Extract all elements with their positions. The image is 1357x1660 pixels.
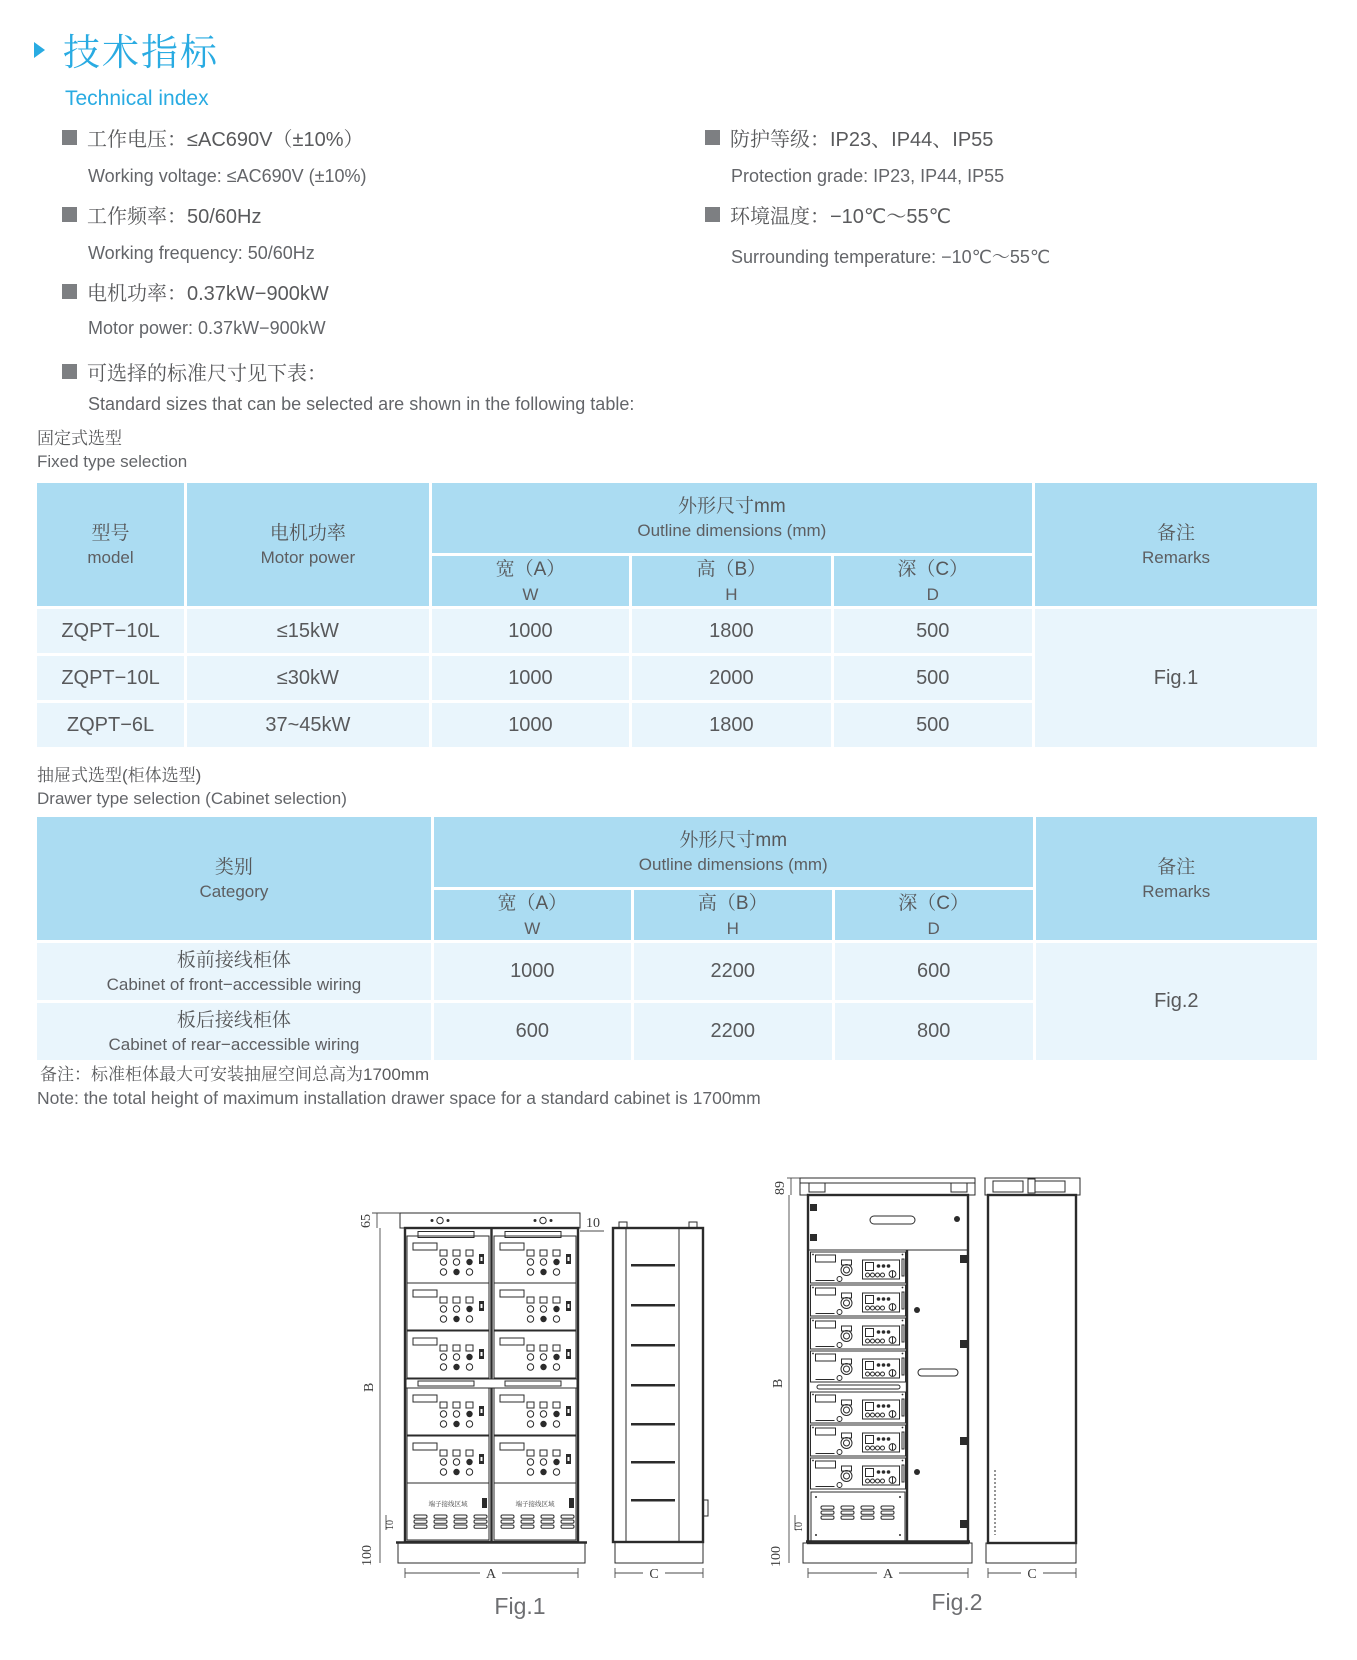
- page-subtitle: Technical index: [65, 87, 209, 110]
- section-marker-icon: [34, 42, 45, 58]
- fig2-caption: Fig.2: [931, 1589, 983, 1615]
- spec-text: 工作频率：50/60Hz: [87, 206, 262, 228]
- fig1-dim-width: A: [485, 1567, 497, 1582]
- spec-text: 工作电压：≤AC690V（±10%）: [87, 129, 364, 151]
- fig2-dim-vent-height: 10: [794, 1522, 805, 1532]
- header-d-zh: 深（C）: [898, 893, 970, 914]
- fixed-type-table: [34, 480, 1320, 750]
- header-remarks-zh: 备注: [1157, 856, 1196, 878]
- cell-height: 2200: [634, 943, 832, 1000]
- spec-working-frequency-zh: [62, 200, 262, 229]
- bullet-square-icon: [705, 130, 720, 145]
- header-remarks-zh: 备注: [1156, 522, 1195, 544]
- header-w-zh: 宽（A）: [495, 559, 566, 580]
- fixed-type-section-label-zh: 固定式选型: [37, 429, 122, 448]
- header-d-en: D: [926, 584, 939, 604]
- category-en: Cabinet of front−accessible wiring: [106, 975, 362, 995]
- fig1-dim-height: B: [362, 1382, 377, 1392]
- cell-model: ZQPT−6L: [37, 703, 184, 747]
- spec-text: 可选择的标准尺寸见下表：: [87, 363, 327, 385]
- cell-model: ZQPT−10L: [37, 656, 184, 700]
- table-row: [37, 943, 1317, 1000]
- header-category-zh: 类别: [214, 856, 253, 878]
- cell-remarks: Fig.1: [1035, 609, 1317, 747]
- header-power-zh: 电机功率: [269, 522, 346, 544]
- spec-working-voltage-zh: [62, 123, 363, 152]
- header-dims-zh: 外形尺寸mm: [679, 829, 788, 851]
- cell-width: 1000: [432, 703, 629, 747]
- header-h-zh: 高（B）: [697, 893, 768, 914]
- header-w-en: W: [524, 918, 541, 938]
- header-h-en: H: [725, 584, 738, 604]
- fig2-dim-depth: C: [1027, 1567, 1037, 1582]
- header-remarks-en: Remarks: [1142, 882, 1211, 902]
- fig1-dim-cap-height: 65: [359, 1214, 374, 1228]
- fig1-dim-vent-height: 10: [385, 1520, 396, 1530]
- col-header-remarks: [1035, 483, 1317, 606]
- fixed-type-section-label-en: Fixed type selection: [37, 452, 188, 471]
- col-header-outline-dimensions: [434, 817, 1033, 887]
- fig1-dim-top-gap: 10: [586, 1216, 600, 1231]
- fig2-drawing: [735, 1170, 1095, 1640]
- cell-power: 37~45kW: [187, 703, 429, 747]
- fig1-drawing: [340, 1170, 730, 1640]
- header-h-zh: 高（B）: [696, 559, 767, 580]
- col-header-category: [37, 817, 431, 940]
- spec-text: 电机功率：0.37kW−900kW: [87, 283, 329, 305]
- fig2-dim-cap-height: 89: [773, 1181, 788, 1195]
- header-d-en: D: [927, 918, 940, 938]
- bullet-square-icon: [705, 207, 720, 222]
- spec-ambient-temperature-en: Surrounding temperature: −10℃～55℃: [731, 247, 1051, 267]
- cell-category: [37, 943, 431, 1000]
- cell-model: ZQPT−10L: [37, 609, 184, 653]
- header-w-en: W: [522, 584, 539, 604]
- spec-standard-sizes-zh: [62, 357, 327, 386]
- drawer-type-section-label-zh: 抽屉式选型(柜体选型): [37, 766, 202, 785]
- col-header-height: [632, 556, 830, 606]
- spec-standard-sizes-en: Standard sizes that can be selected are shown in the following table:: [88, 394, 635, 414]
- col-header-depth: [835, 890, 1033, 940]
- col-header-depth: [834, 556, 1032, 606]
- cell-depth: 500: [834, 609, 1032, 653]
- note-zh: 备注：标准柜体最大可安装抽屉空间总高为1700mm: [40, 1065, 430, 1084]
- cell-depth: 500: [834, 656, 1032, 700]
- header-category-en: Category: [199, 882, 269, 902]
- cell-height: 2000: [632, 656, 830, 700]
- cell-depth: 800: [835, 1003, 1033, 1060]
- cell-height: 1800: [632, 609, 830, 653]
- cell-width: 600: [434, 1003, 631, 1060]
- fig2-dim-height: B: [771, 1378, 786, 1388]
- header-dims-en: Outline dimensions (mm): [637, 521, 827, 541]
- cell-width: 1000: [432, 656, 629, 700]
- drawer-type-table: [34, 814, 1320, 1063]
- spec-motor-power-zh: [62, 277, 329, 306]
- fig1-dim-depth: C: [649, 1567, 659, 1582]
- col-header-remarks: [1036, 817, 1317, 940]
- header-h-en: H: [726, 918, 739, 938]
- header-power-en: Motor power: [260, 548, 356, 568]
- header-model-zh: 型号: [91, 522, 130, 544]
- note-en: Note: the total height of maximum installation drawer space for a standard cabinet is 1700mm: [37, 1088, 761, 1108]
- fig2-dim-width: A: [882, 1567, 894, 1582]
- fig1-caption: Fig.1: [494, 1593, 546, 1619]
- category-en: Cabinet of rear−accessible wiring: [108, 1035, 360, 1055]
- header-w-zh: 宽（A）: [497, 893, 568, 914]
- cell-power: ≤30kW: [187, 656, 429, 700]
- header-remarks-en: Remarks: [1141, 548, 1210, 568]
- category-zh: 板后接线柜体: [176, 1009, 291, 1031]
- spec-text: 防护等级：IP23、IP44、IP55: [730, 129, 994, 151]
- bullet-square-icon: [62, 284, 77, 299]
- col-header-width: [434, 890, 631, 940]
- cell-power: ≤15kW: [187, 609, 429, 653]
- col-header-model: [37, 483, 184, 606]
- col-header-motor-power: [187, 483, 429, 606]
- header-dims-en: Outline dimensions (mm): [638, 855, 828, 875]
- header-dims-zh: 外形尺寸mm: [678, 495, 786, 517]
- fig2-dim-base-height: 100: [769, 1546, 784, 1567]
- fig1-terminal-area-label: 端子接线区域: [515, 1501, 555, 1508]
- cell-depth: 500: [834, 703, 1032, 747]
- spec-motor-power-en: Motor power: 0.37kW−900kW: [88, 318, 326, 338]
- bullet-square-icon: [62, 364, 77, 379]
- bullet-square-icon: [62, 130, 77, 145]
- cell-width: 1000: [432, 609, 629, 653]
- col-header-width: [432, 556, 629, 606]
- category-zh: 板前接线柜体: [176, 949, 291, 971]
- header-d-zh: 深（C）: [897, 559, 969, 580]
- spec-protection-grade-zh: [705, 123, 993, 152]
- cell-height: 2200: [634, 1003, 832, 1060]
- cell-width: 1000: [434, 943, 631, 1000]
- col-header-outline-dimensions: [432, 483, 1032, 553]
- bullet-square-icon: [62, 207, 77, 222]
- header-model-en: model: [87, 548, 134, 568]
- fig1-terminal-area-label: 端子接线区域: [428, 1501, 468, 1508]
- spec-protection-grade-en: Protection grade: IP23, IP44, IP55: [731, 166, 1005, 186]
- spec-ambient-temperature-zh: [705, 200, 951, 229]
- cell-remarks: Fig.2: [1036, 943, 1317, 1060]
- cell-height: 1800: [632, 703, 830, 747]
- spec-working-frequency-en: Working frequency: 50/60Hz: [88, 243, 315, 263]
- col-header-height: [634, 890, 832, 940]
- spec-text: 环境温度：−10℃～55℃: [730, 206, 952, 228]
- cell-category: [37, 1003, 431, 1060]
- spec-working-voltage-en: Working voltage: ≤AC690V (±10%): [88, 166, 367, 186]
- cell-depth: 600: [835, 943, 1033, 1000]
- page-title: 技术指标: [63, 32, 219, 73]
- table-row: [37, 609, 1317, 653]
- fig1-dim-base-height: 100: [360, 1545, 375, 1566]
- drawer-type-section-label-en: Drawer type selection (Cabinet selection): [37, 789, 347, 808]
